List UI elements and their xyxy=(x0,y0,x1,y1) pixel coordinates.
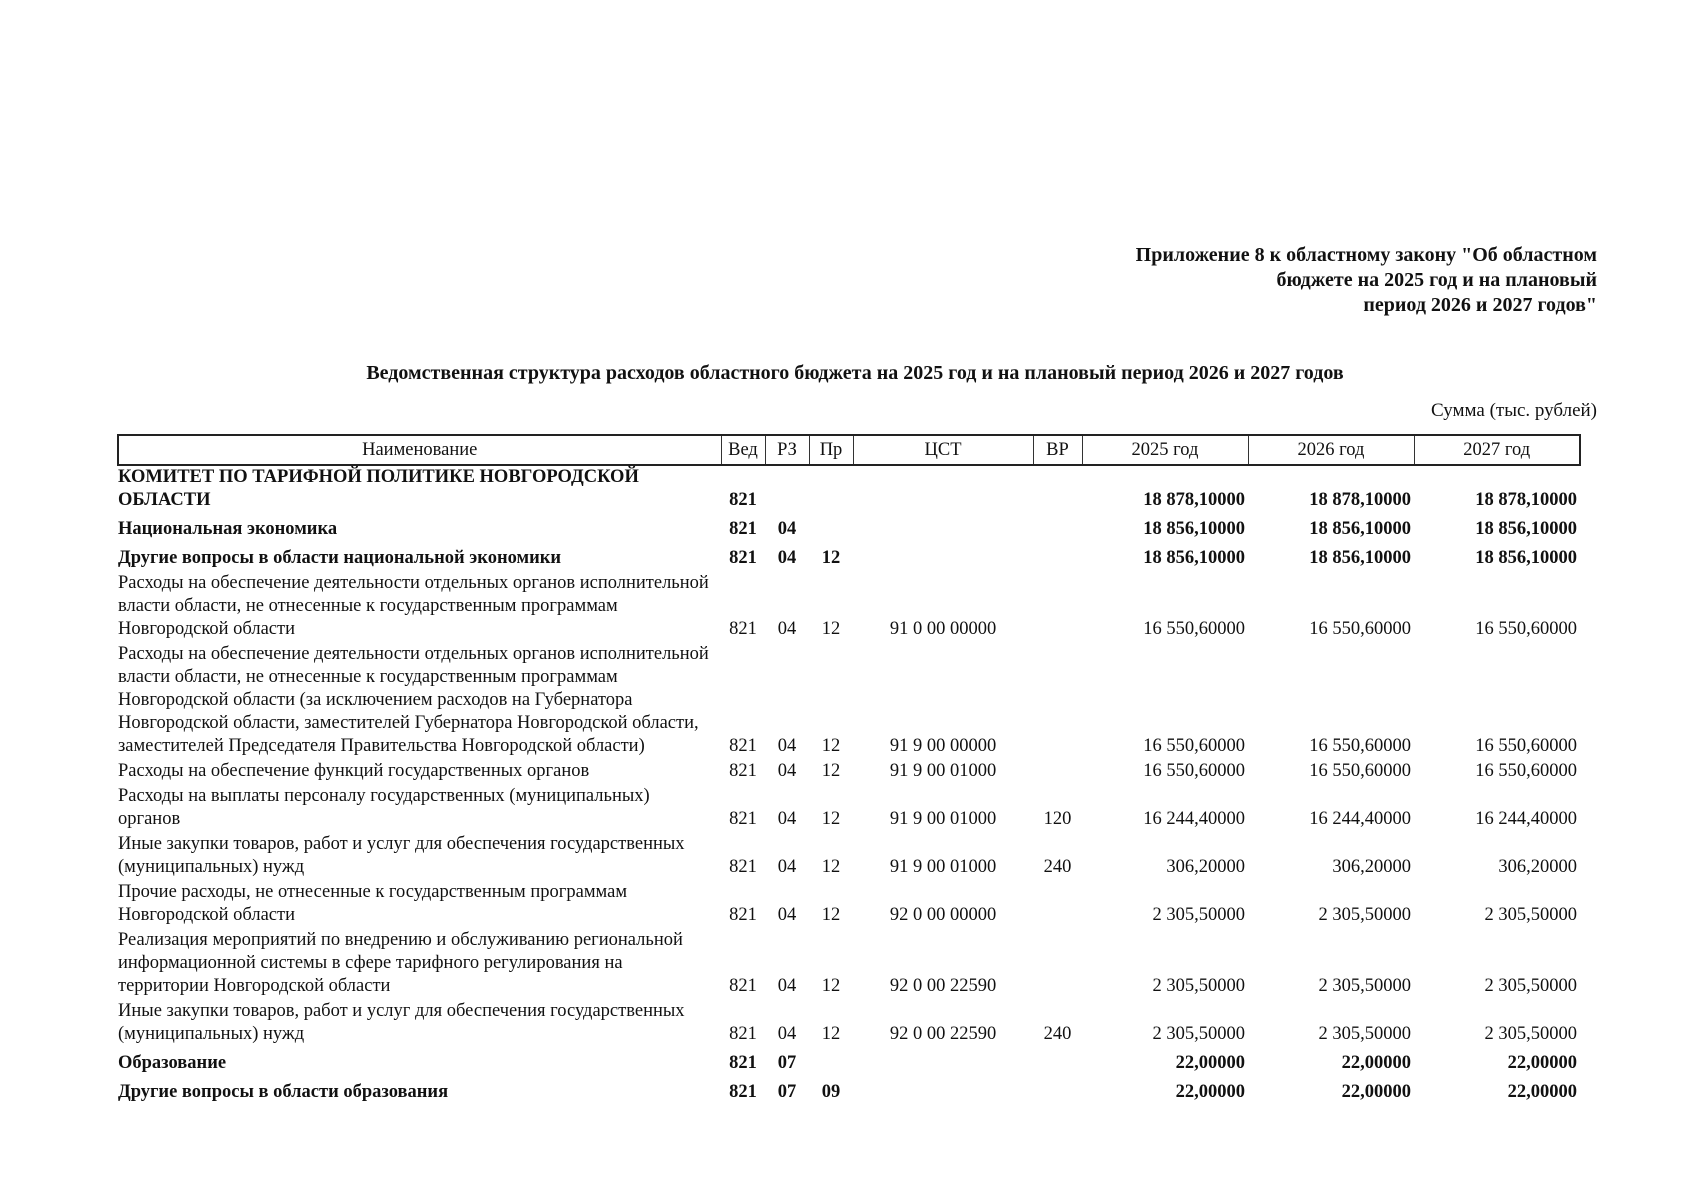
cell-2026: 22,00000 xyxy=(1341,1053,1411,1073)
cell-cst: 91 9 00 01000 xyxy=(889,809,997,829)
header-2027: 2027 год xyxy=(1414,435,1580,465)
cell-ved: 821 xyxy=(729,1053,757,1073)
cell-2026: 2 305,50000 xyxy=(1318,1024,1411,1044)
table-row xyxy=(118,760,1580,785)
cell-ved: 821 xyxy=(729,905,757,925)
header-vr: ВР xyxy=(1033,435,1082,465)
cell-vr xyxy=(1033,543,1082,572)
cell-name: Прочие расходы, не отнесенные к государственным программам Новгородской области xyxy=(118,882,628,925)
cell-ved: 821 xyxy=(729,809,757,829)
cell-2025: 16 550,60000 xyxy=(1143,736,1245,756)
cell-rz: 04 xyxy=(777,1024,797,1044)
table-body xyxy=(118,465,1580,1106)
cell-name: КОМИТЕТ ПО ТАРИФНОЙ ПОЛИТИКЕ НОВГОРОДСКОЙ ОБЛАСТИ xyxy=(118,467,639,510)
cell-2027: 2 305,50000 xyxy=(1484,1024,1577,1044)
cell-name: Другие вопросы в области национальной экономики xyxy=(118,548,562,568)
cell-cst xyxy=(853,514,1033,543)
table-row xyxy=(118,785,1580,833)
cell-rz: 04 xyxy=(777,736,797,756)
cell-2027: 16 550,60000 xyxy=(1475,736,1577,756)
cell-rz xyxy=(765,465,809,514)
table-row xyxy=(118,881,1580,929)
cell-2027: 18 856,10000 xyxy=(1475,519,1577,539)
header-name: Наименование xyxy=(118,435,721,465)
cell-2027: 22,00000 xyxy=(1507,1082,1577,1102)
table-row xyxy=(118,1000,1580,1048)
cell-name: Расходы на обеспечение деятельности отдельных органов исполнительной власти области, не отнесенные к государственным программам Новгородской области (за исключением расходов на Губернатора Новгородской области, заместителей Губернатора Новгородской области, заместителей Председателя Правительства Новгородской области) xyxy=(118,644,709,756)
cell-2025: 22,00000 xyxy=(1175,1053,1245,1073)
cell-ved: 821 xyxy=(729,519,757,539)
appendix-line-3: период 2026 и 2027 годов" xyxy=(1363,294,1597,316)
cell-2027: 2 305,50000 xyxy=(1484,976,1577,996)
table-header-row xyxy=(118,435,1580,465)
table-row xyxy=(118,572,1580,643)
cell-2027: 2 305,50000 xyxy=(1484,905,1577,925)
cell-pr: 12 xyxy=(821,1024,841,1044)
cell-2027: 16 550,60000 xyxy=(1475,619,1577,639)
cell-ved: 821 xyxy=(729,857,757,877)
cell-2025: 16 550,60000 xyxy=(1143,619,1245,639)
cell-vr xyxy=(1033,514,1082,543)
cell-2026: 18 878,10000 xyxy=(1309,490,1411,510)
cell-pr: 12 xyxy=(821,976,841,996)
cell-2026: 18 856,10000 xyxy=(1309,519,1411,539)
cell-vr xyxy=(1033,572,1082,643)
cell-ved: 821 xyxy=(729,736,757,756)
cell-pr: 12 xyxy=(821,857,841,877)
cell-pr xyxy=(809,465,853,514)
cell-pr xyxy=(809,1048,853,1077)
cell-vr: 240 xyxy=(1043,857,1072,877)
cell-rz: 04 xyxy=(777,619,797,639)
cell-2027: 16 244,40000 xyxy=(1475,809,1577,829)
header-2025: 2025 год xyxy=(1082,435,1248,465)
header-rz: РЗ xyxy=(765,435,809,465)
cell-vr xyxy=(1033,1077,1082,1106)
cell-name: Расходы на обеспечение функций государственных органов xyxy=(118,761,590,781)
table-row xyxy=(118,465,1580,514)
header-2026: 2026 год xyxy=(1248,435,1414,465)
cell-2025: 22,00000 xyxy=(1175,1082,1245,1102)
cell-2025: 18 856,10000 xyxy=(1143,548,1245,568)
cell-name: Иные закупки товаров, работ и услуг для обеспечения государственных (муниципальных) нужд xyxy=(118,834,685,877)
cell-pr: 12 xyxy=(821,548,841,568)
cell-pr: 12 xyxy=(821,736,841,756)
cell-2026: 2 305,50000 xyxy=(1318,976,1411,996)
cell-2026: 22,00000 xyxy=(1341,1082,1411,1102)
cell-cst: 91 9 00 01000 xyxy=(889,761,997,781)
cell-2025: 2 305,50000 xyxy=(1152,976,1245,996)
cell-2026: 16 244,40000 xyxy=(1309,809,1411,829)
cell-pr xyxy=(809,514,853,543)
header-cst: ЦСТ xyxy=(853,435,1033,465)
cell-vr xyxy=(1033,881,1082,929)
cell-ved: 821 xyxy=(729,1024,757,1044)
cell-ved: 821 xyxy=(729,619,757,639)
appendix-line-1: Приложение 8 к областному закону "Об областном xyxy=(1135,244,1597,266)
cell-cst: 92 0 00 22590 xyxy=(889,1024,997,1044)
cell-2026: 306,20000 xyxy=(1332,857,1411,877)
table-row xyxy=(118,1077,1580,1106)
cell-vr xyxy=(1033,929,1082,1000)
cell-rz: 04 xyxy=(777,519,797,539)
cell-pr: 09 xyxy=(821,1082,841,1102)
cell-ved: 821 xyxy=(729,548,757,568)
cell-rz: 04 xyxy=(777,809,797,829)
cell-2025: 18 878,10000 xyxy=(1143,490,1245,510)
cell-name: Расходы на выплаты персоналу государственных (муниципальных) органов xyxy=(118,786,650,829)
table-row xyxy=(118,643,1580,760)
cell-name: Национальная экономика xyxy=(118,519,338,539)
cell-rz: 04 xyxy=(777,548,797,568)
cell-rz: 04 xyxy=(777,857,797,877)
cell-vr: 120 xyxy=(1043,809,1072,829)
cell-pr: 12 xyxy=(821,761,841,781)
table-row xyxy=(118,833,1580,881)
cell-ved: 821 xyxy=(729,1082,757,1102)
header-ved: Вед xyxy=(721,435,765,465)
cell-2025: 18 856,10000 xyxy=(1143,519,1245,539)
cell-vr xyxy=(1033,643,1082,760)
cell-2026: 2 305,50000 xyxy=(1318,905,1411,925)
cell-cst xyxy=(853,465,1033,514)
cell-cst: 92 0 00 22590 xyxy=(889,976,997,996)
cell-2027: 18 878,10000 xyxy=(1475,490,1577,510)
appendix-reference xyxy=(977,243,1597,318)
cell-2025: 2 305,50000 xyxy=(1152,1024,1245,1044)
cell-name: Расходы на обеспечение деятельности отдельных органов исполнительной власти области, не отнесенные к государственным программам Новгородской области xyxy=(118,573,709,639)
table-row xyxy=(118,543,1580,572)
cell-vr xyxy=(1033,465,1082,514)
cell-2027: 306,20000 xyxy=(1498,857,1577,877)
cell-name: Реализация мероприятий по внедрению и обслуживанию региональной информационной системы в сфере тарифного регулирования на территории Новгородской области xyxy=(118,930,683,996)
cell-rz: 04 xyxy=(777,976,797,996)
document-title: Ведомственная структура расходов областного бюджета на 2025 год и на плановый период 2026 и 2027 годов xyxy=(366,362,1344,384)
cell-2026: 16 550,60000 xyxy=(1309,761,1411,781)
cell-rz: 04 xyxy=(777,761,797,781)
cell-ved: 821 xyxy=(729,490,757,510)
budget-table xyxy=(117,434,1581,1106)
cell-2027: 16 550,60000 xyxy=(1475,761,1577,781)
cell-2025: 16 244,40000 xyxy=(1143,809,1245,829)
cell-cst xyxy=(853,543,1033,572)
cell-name: Другие вопросы в области образования xyxy=(118,1082,449,1102)
cell-2026: 16 550,60000 xyxy=(1309,619,1411,639)
appendix-line-2: бюджете на 2025 год и на плановый xyxy=(1276,269,1597,291)
cell-pr: 12 xyxy=(821,809,841,829)
cell-pr: 12 xyxy=(821,619,841,639)
table-row xyxy=(118,929,1580,1000)
table-row xyxy=(118,1048,1580,1077)
cell-rz: 07 xyxy=(777,1082,797,1102)
cell-ved: 821 xyxy=(729,761,757,781)
cell-cst: 91 9 00 00000 xyxy=(889,736,997,756)
cell-rz: 04 xyxy=(777,905,797,925)
cell-cst: 91 9 00 01000 xyxy=(889,857,997,877)
cell-name: Образование xyxy=(118,1053,227,1073)
cell-vr: 240 xyxy=(1043,1024,1072,1044)
cell-vr xyxy=(1033,1048,1082,1077)
cell-cst: 91 0 00 00000 xyxy=(889,619,997,639)
cell-2025: 16 550,60000 xyxy=(1143,761,1245,781)
cell-vr xyxy=(1033,760,1082,785)
cell-cst: 92 0 00 00000 xyxy=(889,905,997,925)
cell-rz: 07 xyxy=(777,1053,797,1073)
cell-2027: 22,00000 xyxy=(1507,1053,1577,1073)
units-note: Сумма (тыс. рублей) xyxy=(1431,400,1597,421)
table-row xyxy=(118,514,1580,543)
header-pr: Пр xyxy=(809,435,853,465)
cell-2025: 306,20000 xyxy=(1166,857,1245,877)
cell-ved: 821 xyxy=(729,976,757,996)
cell-cst xyxy=(853,1077,1033,1106)
cell-2025: 2 305,50000 xyxy=(1152,905,1245,925)
cell-pr: 12 xyxy=(821,905,841,925)
cell-cst xyxy=(853,1048,1033,1077)
cell-2026: 18 856,10000 xyxy=(1309,548,1411,568)
cell-2027: 18 856,10000 xyxy=(1475,548,1577,568)
cell-name: Иные закупки товаров, работ и услуг для обеспечения государственных (муниципальных) нужд xyxy=(118,1001,685,1044)
cell-2026: 16 550,60000 xyxy=(1309,736,1411,756)
